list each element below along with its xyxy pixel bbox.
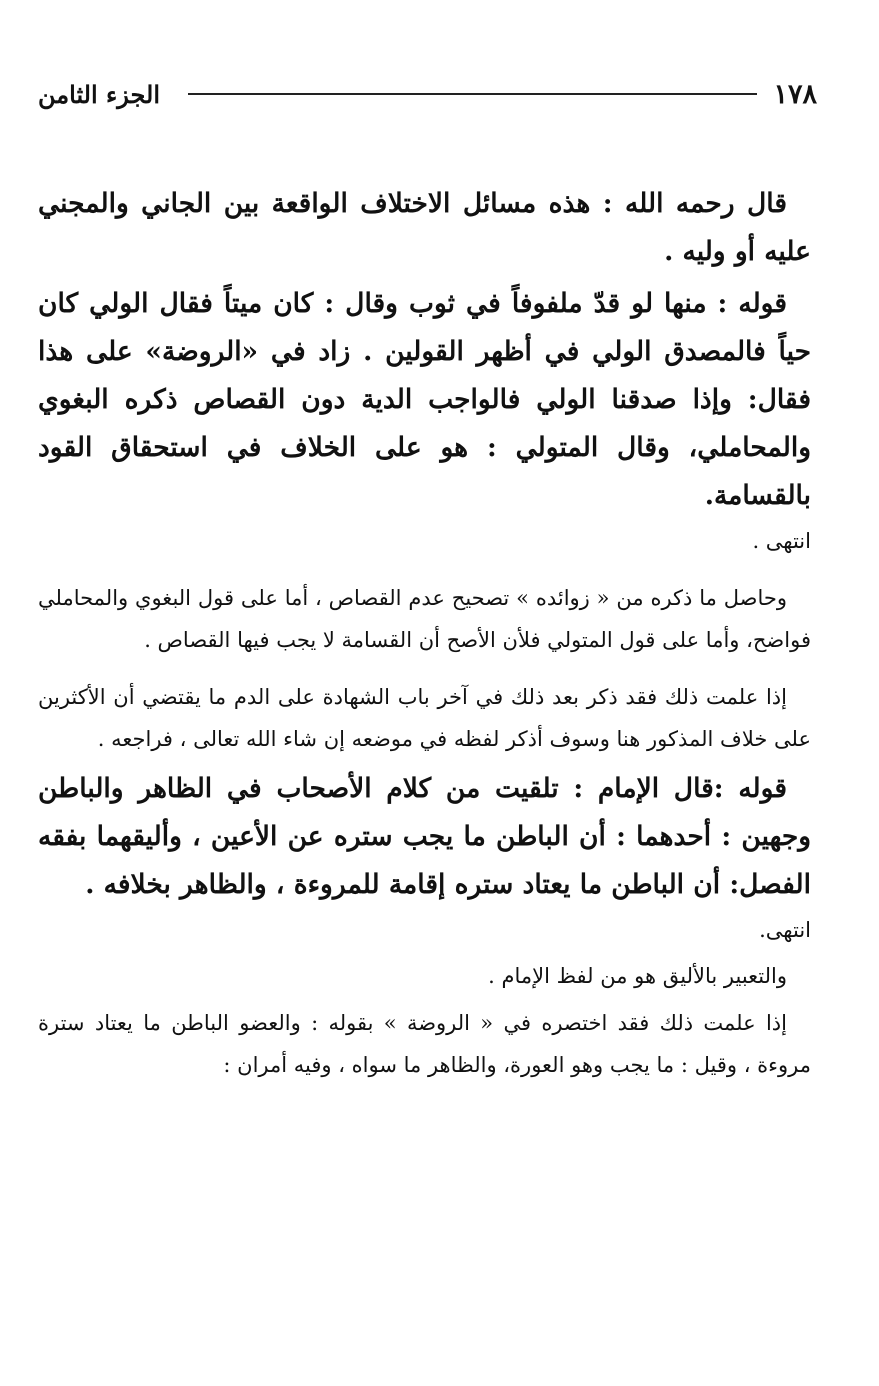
text-paragraph: والتعبير بالأليق هو من لفظ الإمام . [488,964,787,988]
text-paragraph: إذا علمت ذلك فقد ذكر بعد ذلك في آخر باب الشهادة على الدم ما يقتضي أن الأكثرين على خلاف المذكور هنا وسوف أذكر لفظه في موضعه إن شاء الله تعالى ، فراجعه . [38,684,811,751]
text-paragraph: وحاصل ما ذكره من « زوائده » تصحيح عدم القصاص ، أما على قول البغوي والمحاملي فواضح، وأما على قول المتولي فلأن الأصح أن القسامة لا يجب فيها القصاص . [38,585,811,652]
page-body [38,180,811,1087]
running-header [38,72,817,116]
text-paragraph: قوله :قال الإمام : تلقيت من كلام الأصحاب في الظاهر والباطن وجهين : أحدهما : أن الباطن ما يجب ستره عن الأعين ، وأليقهما بفقه الفصل: أن الباطن ما يعتاد ستره إقامة للمروءة ، والظاهر بخلافه . [38,772,811,900]
part-title: الجزء الثامن [38,79,161,109]
text-paragraph: قوله : منها لو قدّ ملفوفاً في ثوب وقال : كان ميتاً فقال الولي كان حياً فالمصدق الولي في أظهر القولين . زاد في «الروضة» على هذا فقال: وإذا صدقنا الولي فالواجب الدية دون القصاص ذكره البغوي والمحاملي، وقال المتولي : هو على الخلاف في استحقاق القود بالقسامة. [38,288,811,511]
page-number: ١٧٨ [773,78,817,110]
text-paragraph: إذا علمت ذلك فقد اختصره في « الروضة » بقوله : والعضو الباطن ما يعتاد سترة مروءة ، وقيل : ما يجب وهو العورة، والظاهر ما سواه ، وفيه أمران : [38,1010,811,1077]
text-paragraph: انتهى . [752,529,811,553]
header-rule [188,93,757,95]
text-paragraph: قال رحمه الله : هذه مسائل الاختلاف الواقعة بين الجاني والمجني عليه أو وليه . [38,188,811,267]
text-paragraph: انتهى. [759,917,811,942]
